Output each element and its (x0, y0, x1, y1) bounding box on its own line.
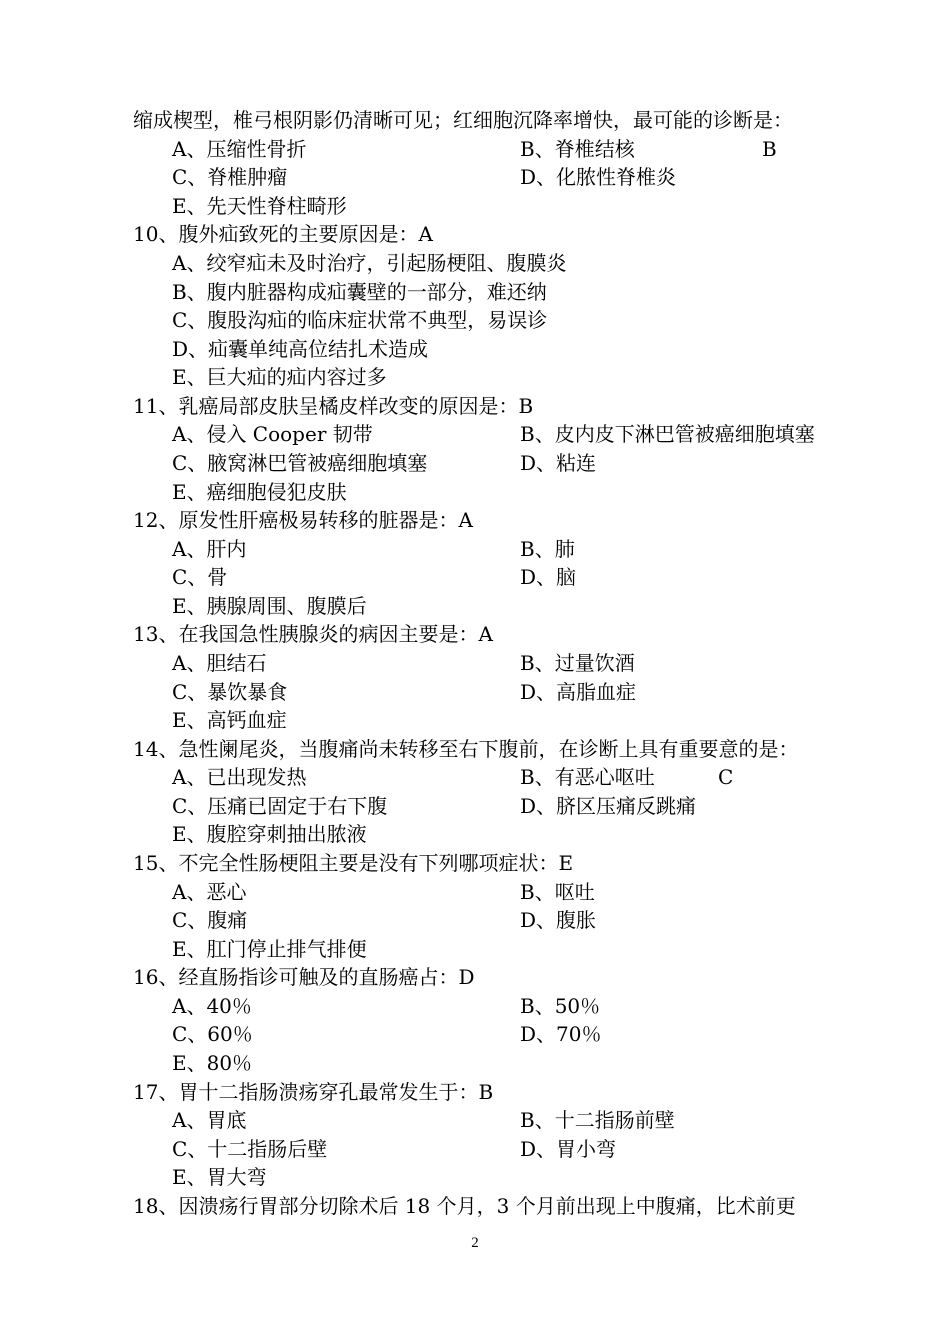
option-line: A、侵入 Cooper 韧带 (172, 422, 373, 446)
question-line: 18、因溃疡行胃部分切除术后 18 个月，3 个月前出现上中腹痛，比术前更 (133, 1194, 796, 1218)
option-line: E、80％ (172, 1051, 253, 1075)
option-line: E、腹腔穿刺抽出脓液 (172, 822, 367, 846)
question-line: 13、在我国急性胰腺炎的病因主要是：A (133, 622, 493, 646)
option-line: C、脊椎肿瘤 (172, 165, 288, 189)
answer-q9: B (762, 137, 777, 161)
option-line: A、肝内 (172, 537, 247, 561)
option-line: A、恶心 (172, 880, 247, 904)
option-line: B、50％ (520, 994, 601, 1018)
option-line: E、先天性脊柱畸形 (172, 194, 347, 218)
option-line: E、癌细胞侵犯皮肤 (172, 480, 347, 504)
page-number: 2 (471, 1235, 479, 1251)
option-line: C、十二指肠后壁 (172, 1137, 328, 1161)
option-line: A、40％ (172, 994, 252, 1018)
option-line: D、胃小弯 (520, 1137, 617, 1161)
answer-q14: C (718, 765, 734, 789)
option-line: A、压缩性骨折 (172, 137, 307, 161)
option-line: C、暴饮暴食 (172, 680, 288, 704)
option-line: D、腹胀 (520, 908, 597, 932)
option-line: C、腹痛 (172, 908, 248, 932)
option-line: B、皮内皮下淋巴管被癌细胞填塞 (520, 422, 815, 446)
question-line: 15、不完全性肠梗阻主要是没有下列哪项症状：E (133, 851, 574, 875)
option-line: A、胆结石 (172, 651, 267, 675)
option-line: C、60％ (172, 1022, 253, 1046)
option-line: E、肛门停止排气排便 (172, 937, 367, 961)
option-line: E、高钙血症 (172, 708, 287, 732)
option-line: D、脑 (520, 565, 577, 589)
question-line: 14、急性阑尾炎，当腹痛尚未转移至右下腹前，在诊断上具有重要意的是： (133, 737, 799, 761)
option-line: D、化脓性脊椎炎 (520, 165, 677, 189)
question-line: 17、胃十二指肠溃疡穿孔最常发生于：B (133, 1080, 494, 1104)
option-line: A、胃底 (172, 1108, 247, 1132)
option-line: B、呕吐 (520, 880, 595, 904)
option-line: B、十二指肠前壁 (520, 1108, 675, 1132)
option-line: E、巨大疝的疝内容过多 (172, 365, 387, 389)
option-line: C、压痛已固定于右下腹 (172, 794, 388, 818)
option-line: B、肺 (520, 537, 575, 561)
option-line: A、已出现发热 (172, 765, 307, 789)
question-line: 12、原发性肝癌极易转移的脏器是：A (133, 508, 473, 532)
option-line: B、腹内脏器构成疝囊壁的一部分，难还纳 (172, 280, 547, 304)
question-line: 10、腹外疝致死的主要原因是：A (133, 222, 433, 246)
option-line: B、有恶心呕吐 (520, 765, 655, 789)
option-line: D、粘连 (520, 451, 597, 475)
option-line: A、绞窄疝未及时治疗，引起肠梗阻、腹膜炎 (172, 251, 567, 275)
option-line: E、胃大弯 (172, 1165, 267, 1189)
option-line: D、脐区压痛反跳痛 (520, 794, 697, 818)
question-line: 16、经直肠指诊可触及的直肠癌占：D (133, 965, 475, 989)
option-line: C、骨 (172, 565, 228, 589)
option-line: D、高脂血症 (520, 680, 637, 704)
option-line: C、腋窝淋巴管被癌细胞填塞 (172, 451, 428, 475)
question-line: 11、乳癌局部皮肤呈橘皮样改变的原因是：B (133, 394, 534, 418)
option-line: E、胰腺周围、腹膜后 (172, 594, 367, 618)
option-line: B、脊椎结核 (520, 137, 635, 161)
question-line: 缩成楔型，椎弓根阴影仍清晰可见；红细胞沉降率增快，最可能的诊断是： (133, 108, 793, 132)
option-line: D、70％ (520, 1022, 602, 1046)
option-line: D、疝囊单纯高位结扎术造成 (172, 337, 429, 361)
option-line: B、过量饮酒 (520, 651, 635, 675)
option-line: C、腹股沟疝的临床症状常不典型，易误诊 (172, 308, 548, 332)
